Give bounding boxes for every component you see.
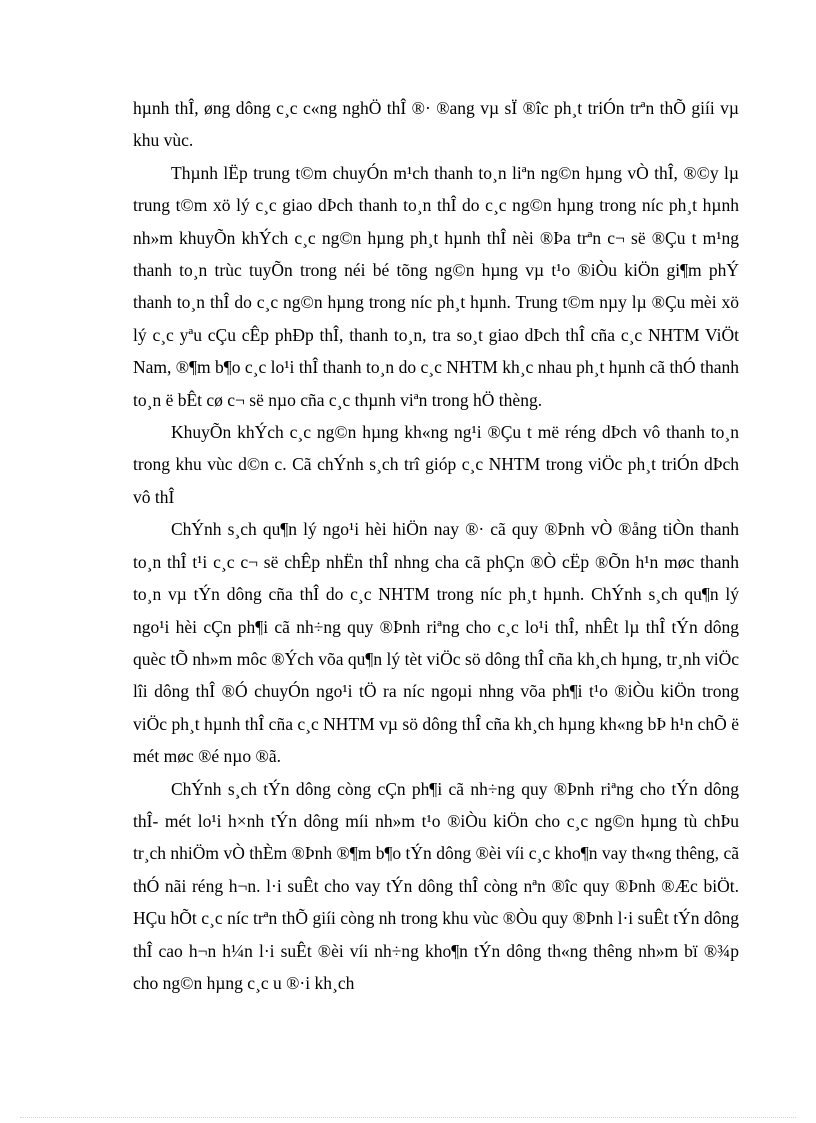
paragraph-encourage-banks: KhuyÕn khÝch c¸c ng©n hµng kh«ng ng¹i ®Çu t më réng dÞch vô thanh to¸n trong khu vùc d©n c. Cã chÝnh s¸ch trî gióp c¸c NHTM trong viÖc ph¸t triÓn dÞch vô thÎ <box>133 422 739 507</box>
page-bottom-divider <box>20 1117 796 1118</box>
paragraph-credit-policy: ChÝnh s¸ch tÝn dông còng cÇn ph¶i cã nh÷ng quy ®Þnh riªng cho tÝn dông thÎ- mét lo¹i h×nh tÝn dông míi nh»m t¹o ®iÒu kiÖn cho c¸c ng©n hµng tù chÞu tr¸ch nhiÖm vÒ thÈm ®Þnh ®¶m b¶o tÝn dông ®èi víi c¸c kho¶n vay th«ng thêng, cã thÓ nãi réng h¬n. l·i suÊt cho vay tÝn dông thÎ còng nªn ®îc quy ®Þnh ®Æc biÖt. HÇu hÕt c¸c níc trªn thÕ giíi còng nh trong khu vùc ®Òu quy ®Þnh l·i suÊt tÝn dông thÎ cao h¬n h¼n l·i suÊt ®èi víi nh÷ng kho¶n tÝn dông th«ng thêng nh»m bï ®¾p cho ng©n hµng c¸c u ®·i kh¸ch <box>133 778 739 993</box>
paragraph-foreign-exchange-policy: ChÝnh s¸ch qu¶n lý ngo¹i hèi hiÖn nay ®· cã quy ®Þnh vÒ ®ång tiÒn thanh to¸n thÎ t¹i c¸c c¬ së chÊp nhËn thÎ nhng cha cã phÇn ®Ò cËp ®Õn h¹n møc thanh to¸n vµ tÝn dông cña thÎ do c¸c NHTM trong níc ph¸t hµnh. ChÝnh s¸ch qu¶n lý ngo¹i hèi cÇn ph¶i cã nh÷ng quy ®Þnh riªng cho c¸c lo¹i thÎ, nhÊt lµ thÎ tÝn dông quèc tÕ nh»m môc ®Ých võa qu¶n lý tèt viÖc sö dông thÎ cña kh¸ch hµng, tr¸nh viÖc lîi dông thÎ ®Ó chuyÓn ngo¹i tÖ ra níc ngoµi nhng võa ph¶i t¹o ®iÒu kiÖn trong viÖc ph¸t hµnh thÎ cña c¸c NHTM vµ sö dông thÎ cña kh¸ch hµng kh«ng bÞ h¹n chÕ ë mét møc ®é nµo ®ã. <box>133 519 739 767</box>
paragraph-continued: hµnh thÎ, øng dông c¸c c«ng nghÖ thÎ ®· ®ang vµ sÏ ®îc ph¸t triÓn trªn thÕ giíi vµ khu vùc. <box>133 98 739 151</box>
body-text <box>133 92 739 999</box>
paragraph-switching-center: Thµnh lËp trung t©m chuyÓn m¹ch thanh to¸n liªn ng©n hµng vÒ thÎ, ®©y lµ trung t©m xö lý c¸c giao dÞch thanh to¸n thÎ do c¸c ng©n hµng trong níc ph¸t hµnh nh»m khuyÕn khÝch c¸c ng©n hµng ph¸t hµnh thÎ nèi ®Þa trªn c¬ së ®Çu t m¹ng thanh to¸n trùc tuyÕn trong néi bé tõng ng©n hµng vµ t¹o ®iÒu kiÖn gi¶m phÝ thanh to¸n thÎ do c¸c ng©n hµng trong níc ph¸t hµnh. Trung t©m nµy lµ ®Çu mèi xö lý c¸c yªu cÇu cÊp phÐp thÎ, thanh to¸n, tra so¸t giao dÞch thÎ cña c¸c NHTM ViÖt Nam, ®¶m b¶o c¸c lo¹i thÎ thanh to¸n do c¸c NHTM kh¸c nhau ph¸t hµnh cã thÓ thanh to¸n ë bÊt cø c¬ së nµo cña c¸c thµnh viªn trong hÖ thèng. <box>133 162 739 410</box>
